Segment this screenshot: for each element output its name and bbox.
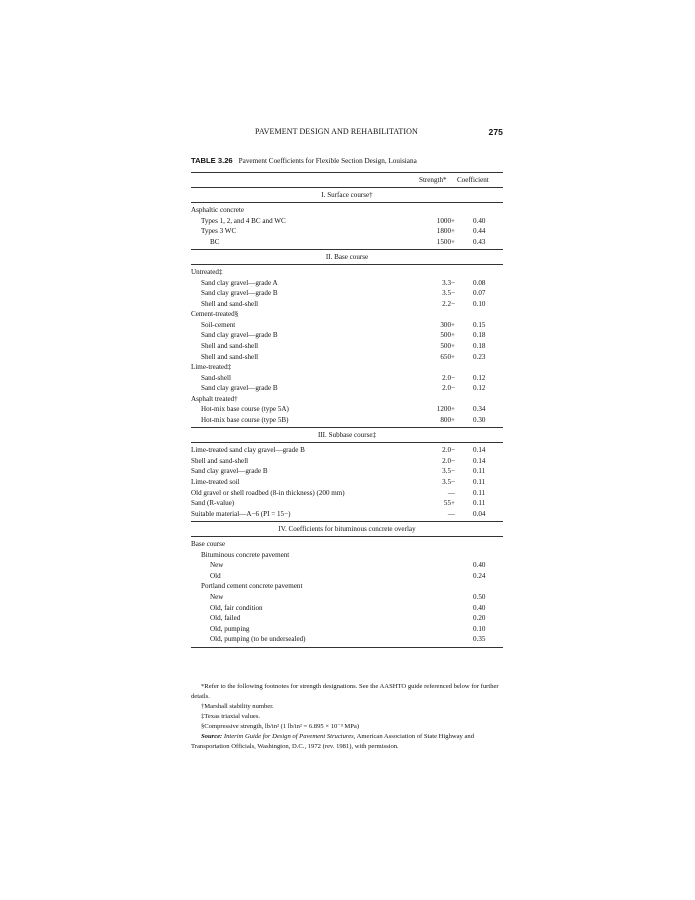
table-row — [191, 226, 503, 237]
coefficient-value: 0.08 — [473, 278, 486, 287]
row-label: Hot-mix base course (type 5A) — [201, 405, 289, 414]
strength-value: 2.0− — [442, 456, 455, 465]
table-row — [191, 550, 503, 561]
source-details: American Association of State Highway and Transportation Officials, Washington, D.C., 1972 (rev. 1981), with permission. — [191, 733, 475, 750]
row-label: Shell and sand-shell — [191, 456, 249, 465]
row-label: Cement-treated§ — [191, 310, 239, 319]
row-label: Untreated‡ — [191, 268, 223, 277]
table-row — [191, 498, 503, 509]
strength-value: 2.0− — [442, 446, 455, 455]
table-row — [191, 571, 503, 582]
coefficient-value: 0.10 — [473, 299, 486, 308]
row-label: Sand (R-value) — [191, 499, 235, 508]
coefficient-value: 0.43 — [473, 237, 486, 246]
table-row — [191, 456, 503, 467]
coefficient-value: 0.18 — [473, 342, 486, 351]
coefficient-value: 0.50 — [473, 592, 486, 601]
table-row — [191, 477, 503, 488]
row-label: Lime-treated‡ — [191, 363, 232, 372]
table-bottom-rule — [191, 647, 503, 648]
strength-value: 300+ — [440, 320, 455, 329]
table-row — [191, 560, 503, 571]
row-label: Bituminous concrete pavement — [201, 550, 290, 559]
table-row — [191, 362, 503, 373]
strength-value: 2.0− — [442, 384, 455, 393]
running-title: PAVEMENT DESIGN AND REHABILITATION — [255, 127, 418, 136]
coefficient-value: 0.18 — [473, 331, 486, 340]
coefficient-value: 0.12 — [473, 373, 486, 382]
table-row — [191, 299, 503, 310]
row-label: Sand clay gravel—grade B — [201, 289, 278, 298]
row-label: Old gravel or shell roadbed (8-in thickness) (200 mm) — [191, 488, 345, 497]
coefficient-value: 0.35 — [473, 635, 486, 644]
strength-value: 3.5− — [442, 289, 455, 298]
column-header-row — [191, 173, 503, 187]
coefficients-table — [191, 172, 503, 648]
table-row — [191, 288, 503, 299]
strength-value: 2.0− — [442, 373, 455, 382]
row-label: Old, pumping — [210, 624, 250, 633]
table-row — [191, 205, 503, 216]
table-row — [191, 330, 503, 341]
coefficient-value: 0.14 — [473, 456, 486, 465]
table-row — [191, 267, 503, 278]
table-row — [191, 320, 503, 331]
row-label: Base course — [191, 540, 226, 549]
strength-value: 650+ — [440, 352, 455, 361]
row-label: New — [210, 561, 224, 570]
row-label: Old — [210, 571, 221, 580]
strength-value: 800+ — [440, 415, 455, 424]
table-row — [191, 581, 503, 592]
row-label: Asphalt treated† — [191, 394, 238, 403]
footnote-star: *Refer to the following footnotes for strength designations. See the AASHTO guide referenced below for further details. — [191, 683, 499, 700]
row-label: Sand clay gravel—grade B — [201, 331, 278, 340]
coefficient-value: 0.14 — [473, 446, 486, 455]
coefficient-value: 0.20 — [473, 614, 486, 623]
table-row — [191, 216, 503, 227]
strength-value: 500+ — [440, 342, 455, 351]
table-row — [191, 603, 503, 614]
page-number: 275 — [488, 127, 503, 137]
strength-value: 1800+ — [436, 227, 455, 236]
table-row — [191, 394, 503, 405]
row-label: Shell and sand-shell — [201, 352, 259, 361]
row-label: Sand-shell — [201, 373, 231, 382]
table-row — [191, 404, 503, 415]
table-row — [191, 352, 503, 363]
coefficient-value: 0.34 — [473, 405, 486, 414]
strength-value: 55+ — [443, 499, 455, 508]
strength-value: 3.5− — [442, 478, 455, 487]
coefficient-value: 0.11 — [473, 467, 486, 476]
strength-value: 500+ — [440, 331, 455, 340]
table-row — [191, 278, 503, 289]
table-caption — [191, 156, 503, 165]
footnote-dagger: †Marshall stability number. — [201, 703, 274, 710]
table-row — [191, 613, 503, 624]
coefficient-value: 0.44 — [473, 227, 486, 236]
row-label: Old, fair condition — [210, 603, 263, 612]
row-label: Sand clay gravel—grade B — [201, 384, 278, 393]
table-row — [191, 624, 503, 635]
row-label: Hot-mix base course (type 5B) — [201, 415, 289, 424]
row-label: Types 3 WC — [201, 227, 237, 236]
coefficient-value: 0.11 — [473, 478, 486, 487]
table-row — [191, 383, 503, 394]
strength-value: 2.2− — [442, 299, 455, 308]
row-label: Shell and sand-shell — [201, 299, 259, 308]
table-row — [191, 309, 503, 320]
table-row — [191, 341, 503, 352]
table-row — [191, 415, 503, 426]
coefficient-value: 0.07 — [473, 289, 486, 298]
coefficient-value: 0.40 — [473, 216, 486, 225]
strength-value: 1000+ — [436, 216, 455, 225]
coefficient-value: 0.24 — [473, 571, 486, 580]
row-label: Portland cement concrete pavement — [201, 582, 303, 591]
strength-value: 1200+ — [436, 405, 455, 414]
coefficient-column-header: Coefficient — [457, 176, 489, 184]
coefficient-value: 0.04 — [473, 509, 486, 518]
coefficient-value: 0.11 — [473, 488, 486, 497]
section-title: II. Base course — [325, 253, 369, 262]
row-label: Asphaltic concrete — [191, 206, 244, 214]
row-label: Shell and sand-shell — [201, 342, 259, 351]
table-label: TABLE 3.26 — [191, 156, 233, 165]
strength-value: — — [447, 488, 455, 497]
table-row — [191, 466, 503, 477]
coefficient-value: 0.15 — [473, 320, 486, 329]
table-row — [191, 373, 503, 384]
row-label: Lime-treated sand clay gravel—grade B — [191, 446, 305, 455]
footnote-source — [191, 732, 503, 752]
strength-value: 1500+ — [436, 237, 455, 246]
row-label: New — [210, 592, 224, 601]
footnote-section: §Compressive strength, lb/in² (1 lb/in² = 6.895 × 10⁻³ MPa) — [201, 723, 360, 730]
table-row — [191, 634, 503, 645]
table-row — [191, 539, 503, 550]
strength-value: 3.3− — [442, 278, 455, 287]
row-label: Old, failed — [210, 614, 241, 623]
coefficient-value: 0.11 — [473, 499, 486, 508]
table-row — [191, 509, 503, 520]
row-label: BC — [210, 237, 220, 246]
table-footnotes — [191, 682, 503, 752]
row-label: Lime-treated soil — [191, 478, 240, 487]
row-label: Sand clay gravel—grade A — [201, 278, 278, 287]
footnote-ddagger: ‡Texas triaxial values. — [201, 713, 261, 720]
row-label: Old, pumping (to be undersealed) — [210, 635, 306, 644]
table-row — [191, 488, 503, 499]
strength-value: — — [447, 509, 455, 518]
coefficient-value: 0.30 — [473, 415, 486, 424]
running-header — [191, 127, 503, 139]
section-title: III. Subbase course‡ — [317, 431, 377, 440]
strength-value: 3.5− — [442, 467, 455, 476]
row-label: Soil-cement — [201, 320, 236, 329]
source-label: Source: — [201, 733, 223, 740]
table-row — [191, 445, 503, 456]
coefficient-value: 0.10 — [473, 624, 486, 633]
row-label: Types 1, 2, and 4 BC and WC — [201, 216, 286, 225]
section-title: I. Surface course† — [321, 191, 373, 199]
strength-column-header: Strength* — [419, 176, 447, 184]
section-title: IV. Coefficients for bituminous concrete overlay — [278, 525, 416, 534]
coefficient-value: 0.23 — [473, 352, 486, 361]
coefficient-value: 0.12 — [473, 384, 486, 393]
row-label: Suitable material—A−6 (PI = 15−) — [191, 509, 291, 518]
table-row — [191, 237, 503, 248]
table-row — [191, 592, 503, 603]
coefficient-value: 0.40 — [473, 561, 486, 570]
row-label: Sand clay gravel—grade B — [191, 467, 268, 476]
coefficient-value: 0.40 — [473, 603, 486, 612]
source-title: Interim Guide for Design of Pavement Structures, — [223, 733, 356, 740]
table-title: Pavement Coefficients for Flexible Section Design, Louisiana — [238, 157, 417, 165]
